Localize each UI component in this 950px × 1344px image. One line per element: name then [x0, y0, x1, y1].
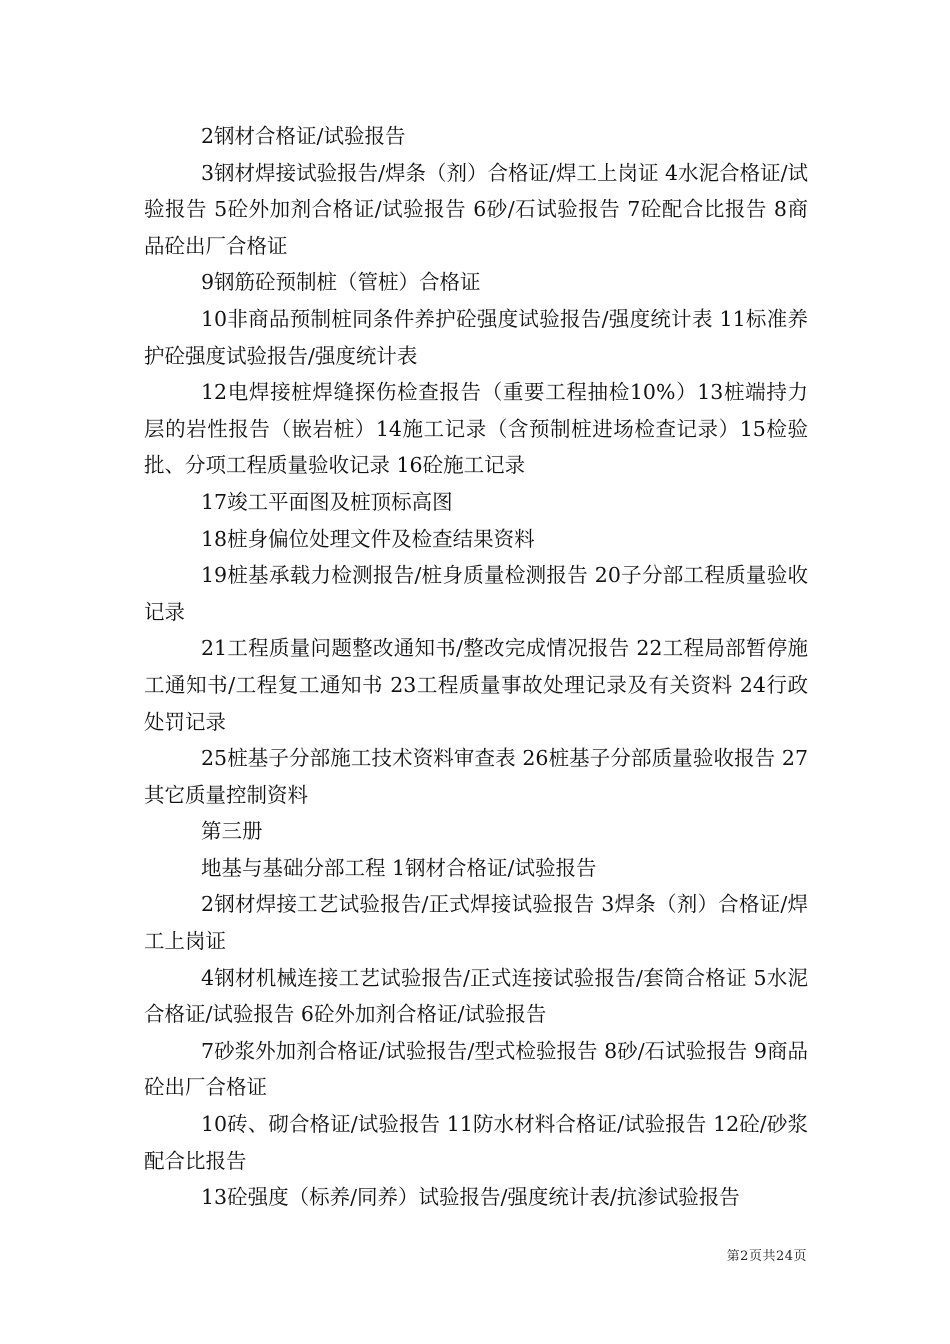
paragraph-3: 9钢筋砼预制桩（管桩）合格证 — [201, 270, 481, 295]
paragraph-13: 2钢材焊接工艺试验报告/正式焊接试验报告 3焊条（剂）合格证/焊工上岗证 — [144, 892, 808, 954]
paragraph-2: 3钢材焊接试验报告/焊条（剂）合格证/焊工上岗证 4水泥合格证/试验报告 5砼外加剂合格证/试验报告 6砂/石试验报告 7砼配合比报告 8商品砼出厂合格证 — [144, 160, 808, 258]
paragraph-14: 4钢材机械连接工艺试验报告/正式连接试验报告/套筒合格证 5水泥合格证/试验报告 6砼外加剂合格证/试验报告 — [144, 965, 808, 1027]
paragraph-12: 地基与基础分部工程 1钢材合格证/试验报告 — [201, 855, 597, 880]
paragraph-4: 10非商品预制桩同条件养护砼强度试验报告/强度统计表 11标准养护砼强度试验报告/强度统计表 — [144, 306, 808, 368]
paragraph-10: 25桩基子分部施工技术资料审查表 26桩基子分部质量验收报告 27其它质量控制资料 — [144, 746, 808, 807]
paragraph-9: 21工程质量问题整改通知书/整改完成情况报告 22工程局部暂停施工通知书/工程复工通知书 23工程质量事故处理记录及有关资料 24行政处罚记录 — [144, 636, 808, 734]
document-body — [144, 118, 808, 1216]
paragraph-5: 12电焊接桩焊缝探伤检查报告（重要工程抽检10%）13桩端持力层的岩性报告（嵌岩桩）14施工记录（含预制桩进场检查记录）15检验批、分项工程质量验收记录 16砼施工记录 — [144, 380, 808, 478]
paragraph-15: 7砂浆外加剂合格证/试验报告/型式检验报告 8砂/石试验报告 9商品砼出厂合格证 — [144, 1038, 808, 1100]
paragraph-6: 17竣工平面图及桩顶标高图 — [201, 489, 453, 514]
paragraph-16: 10砖、砌合格证/试验报告 11防水材料合格证/试验报告 12砼/砂浆配合比报告 — [144, 1112, 808, 1173]
paragraph-1: 2钢材合格证/试验报告 — [201, 124, 406, 148]
paragraph-17: 13砼强度（标养/同养）试验报告/强度统计表/抗渗试验报告 — [201, 1185, 740, 1210]
section-heading: 第三册 — [201, 819, 263, 844]
paragraph-7: 18桩身偏位处理文件及检查结果资料 — [201, 526, 535, 551]
page-number-footer: 第2页共24页 — [726, 1249, 807, 1264]
paragraph-8: 19桩基承载力检测报告/桩身质量检测报告 20子分部工程质量验收记录 — [144, 563, 808, 624]
